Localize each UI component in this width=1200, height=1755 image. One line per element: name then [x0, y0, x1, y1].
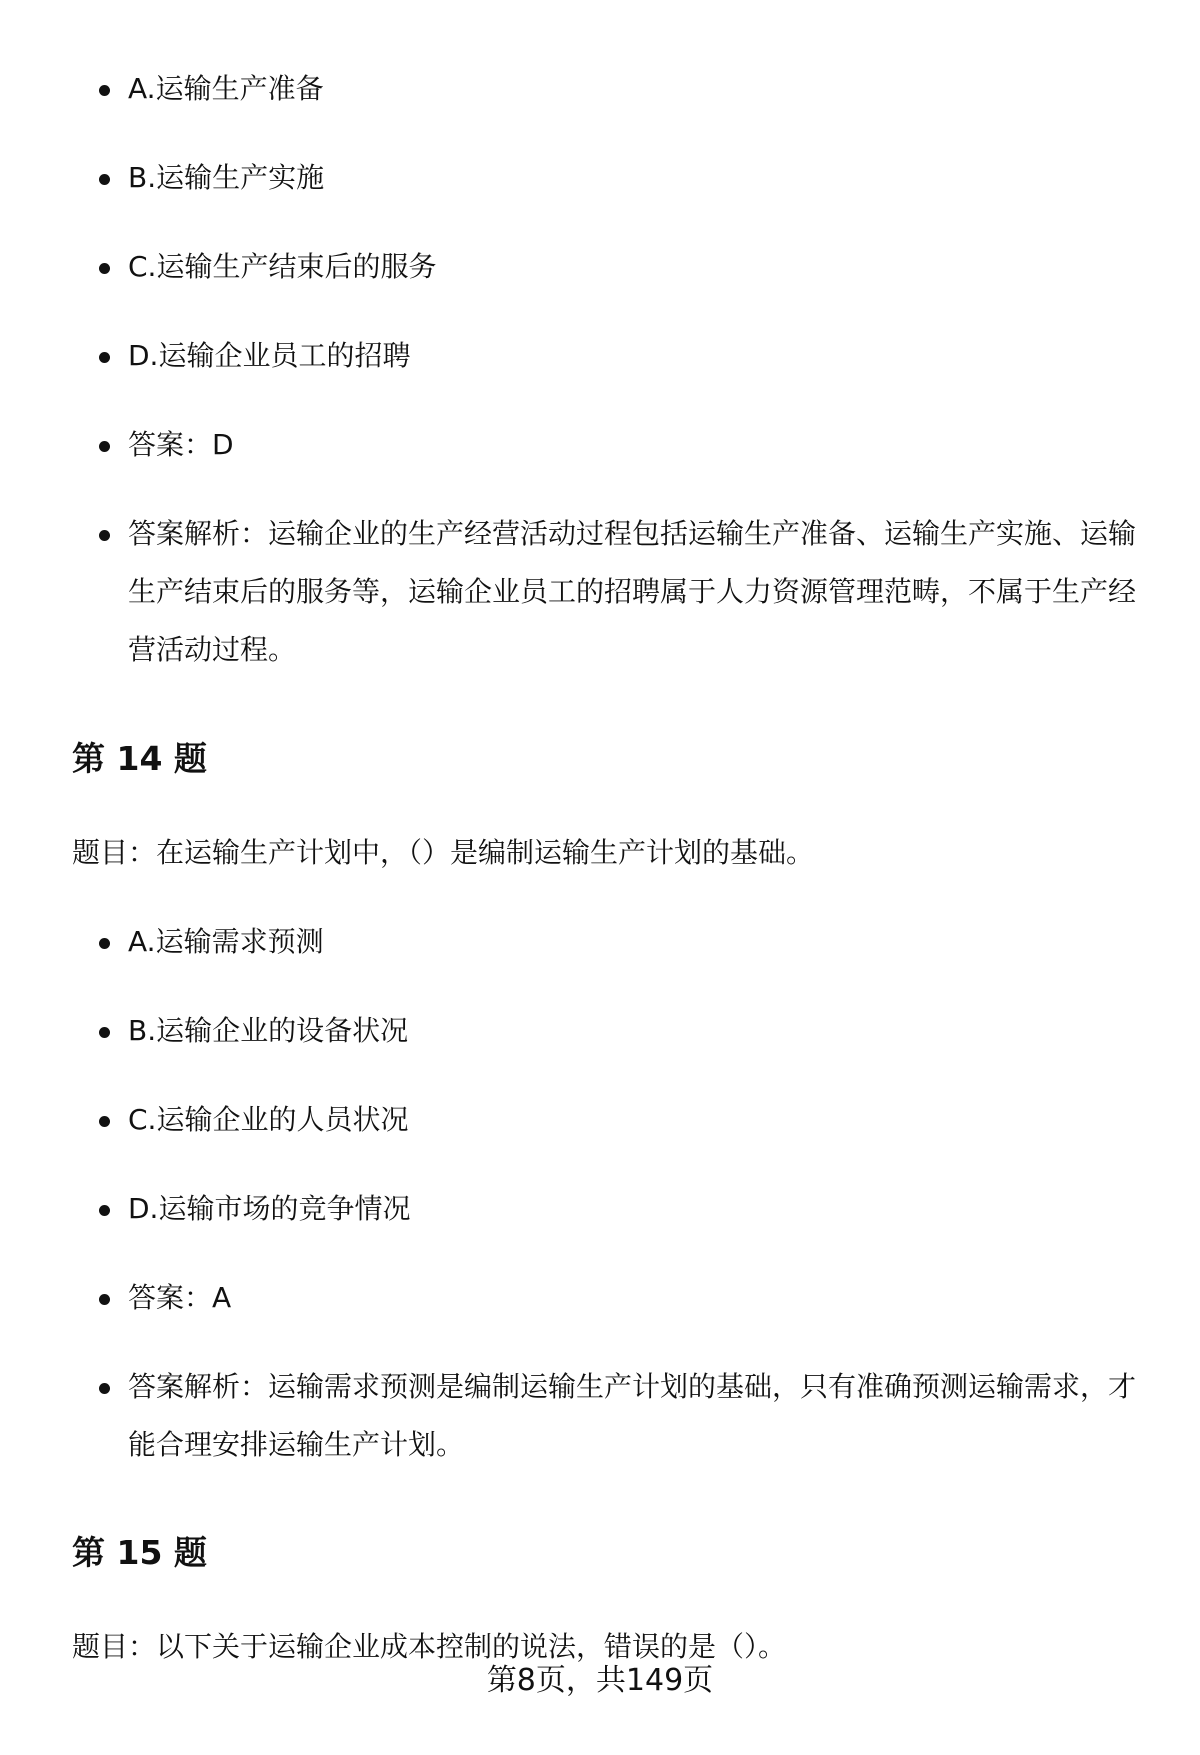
- answer: 答案：D: [0, 416, 1138, 474]
- answer-analysis: 答案解析：运输企业的生产经营活动过程包括运输生产准备、运输生产实施、运输生产结束后的服务等，运输企业员工的招聘属于人力资源管理范畴，不属于生产经营活动过程。: [0, 505, 1138, 679]
- option-b: B.运输生产实施: [0, 149, 1138, 207]
- page-number-footer: 第8页，共149页: [486, 1663, 714, 1698]
- option-c: C.运输企业的人员状况: [0, 1091, 1138, 1149]
- option-a: A.运输需求预测: [0, 913, 1138, 971]
- answer-analysis: 答案解析：运输需求预测是编制运输生产计划的基础，只有准确预测运输需求，才能合理安排运输生产计划。: [0, 1358, 1138, 1474]
- question-14-options: [0, 913, 1138, 1474]
- question-14-heading: 第 14 题: [72, 739, 207, 778]
- question-14-stem: 题目：在运输生产计划中，（）是编制运输生产计划的基础。: [72, 836, 815, 869]
- question-13-options: [0, 60, 1138, 679]
- option-b: B.运输企业的设备状况: [0, 1002, 1138, 1060]
- option-a: A.运输生产准备: [0, 60, 1138, 118]
- option-c: C.运输生产结束后的服务: [0, 238, 1138, 296]
- option-d: D.运输企业员工的招聘: [0, 327, 1138, 385]
- question-15-stem: 题目：以下关于运输企业成本控制的说法，错误的是（）。: [72, 1630, 787, 1663]
- option-d: D.运输市场的竞争情况: [0, 1180, 1138, 1238]
- question-15-heading: 第 15 题: [72, 1533, 207, 1572]
- answer: 答案：A: [0, 1269, 1138, 1327]
